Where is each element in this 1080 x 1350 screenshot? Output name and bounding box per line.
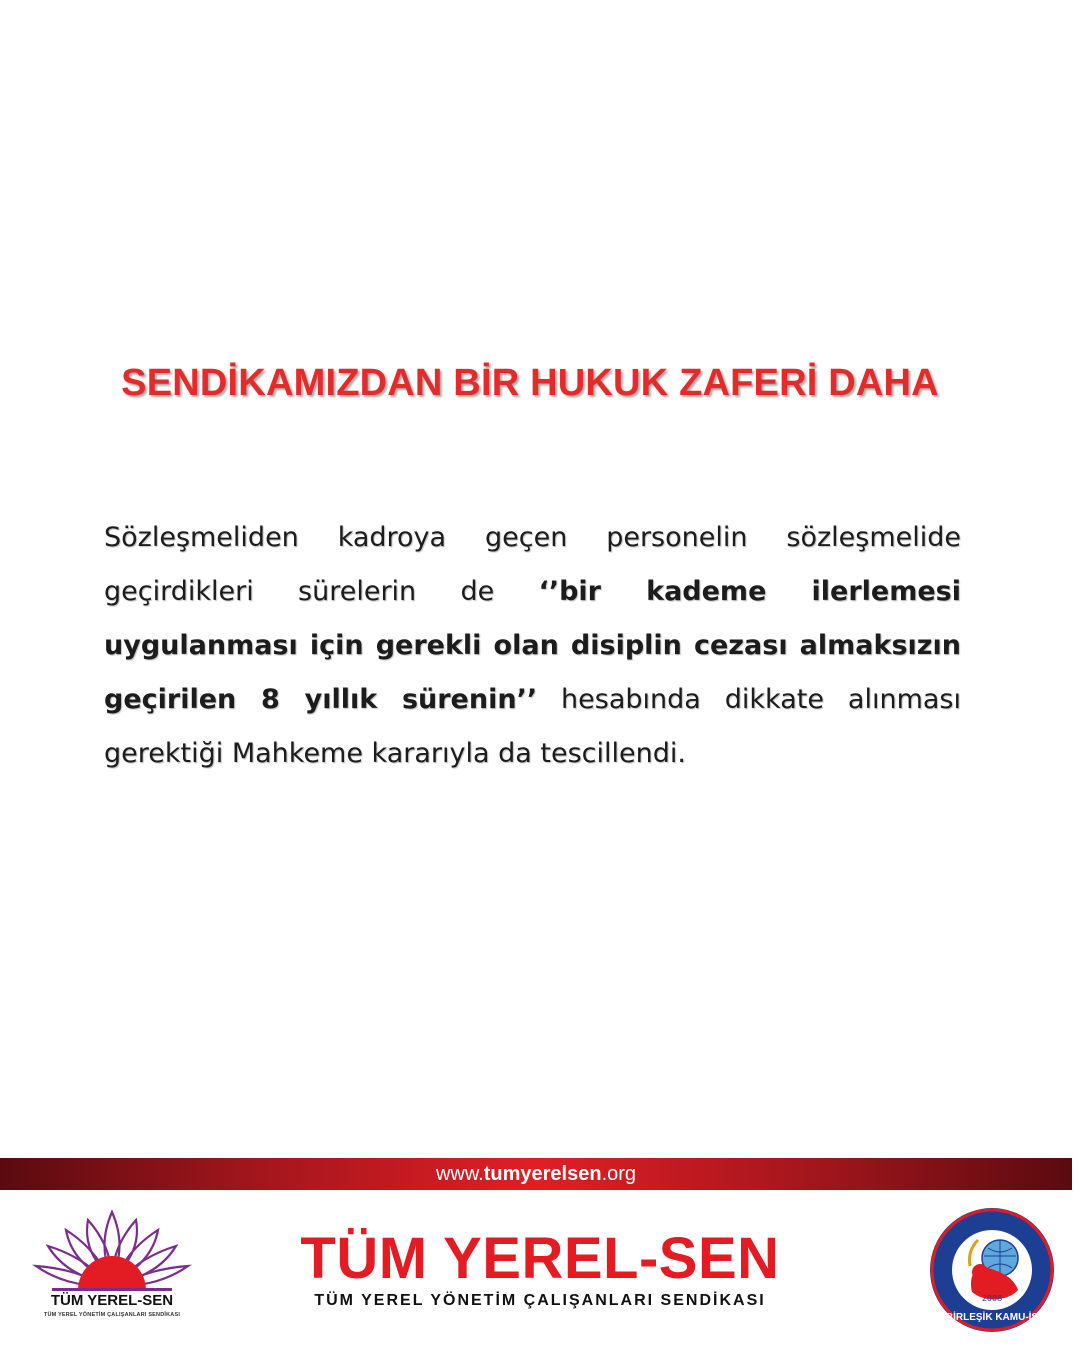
announcement-paragraph	[104, 511, 961, 781]
left-logo-name: TÜM YEREL-SEN	[50, 1292, 174, 1309]
website-link[interactable]: www.tumyerelsen.org	[435, 1163, 637, 1185]
page-title: SENDİKAMIZDAN BİR HUKUK ZAFERİ DAHA	[121, 362, 939, 404]
left-logo-subtitle: TÜM YEREL YÖNETİM ÇALIŞANLARI SENDİKASI	[43, 1312, 181, 1318]
paragraph-bold-quote: ‘’bir kademe ilerlemesi uygulanması için gerekli olan disiplin cezası almaksızın geçirilen 8 yıllık sürenin’’	[104, 576, 961, 715]
seal-year: 2008	[981, 1294, 1003, 1303]
brand-block	[280, 1228, 800, 1310]
website-band[interactable]	[0, 1158, 1072, 1190]
confederation-seal	[928, 1206, 1056, 1334]
flower-sun-icon	[22, 1200, 202, 1292]
brand-name: TÜM YEREL-SEN	[300, 1226, 780, 1291]
paragraph-part-2: hesabında dikkate alınması gerektiği Mahkeme kararıyla da tescillendi.	[104, 684, 962, 769]
union-logo-left	[22, 1200, 202, 1328]
paragraph-part-1: Sözleşmeliden kadroya geçen personelin sözleşmelide geçirdikleri sürelerin de	[104, 522, 961, 607]
brand-subtitle: TÜM YEREL YÖNETİM ÇALIŞANLARI SENDİKASI	[314, 1292, 766, 1309]
seal-name: BİRLEŞİK KAMU-İŞ	[945, 1312, 1039, 1323]
seal-globe-icon	[928, 1206, 1056, 1334]
